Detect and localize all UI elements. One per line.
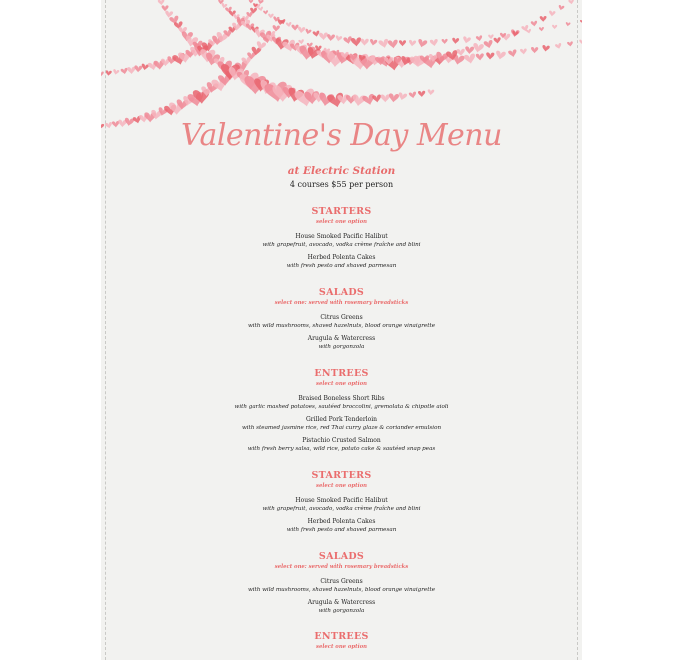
menu-item <box>101 254 582 270</box>
menu-item-name: House Smoked Pacific Halibut <box>295 233 388 240</box>
menu-item-name: Herbed Polenta Cakes <box>307 254 376 261</box>
menu-item-name: Braised Boneless Short Ribs <box>298 395 385 402</box>
menu-item <box>101 518 582 534</box>
section-note: select one option <box>316 644 367 650</box>
menu-item-name: Citrus Greens <box>320 314 363 321</box>
heart-shape <box>263 10 268 15</box>
heart-shape <box>335 35 342 42</box>
menu-item-desc: with wild mushrooms, shaved hazelnuts, blood orange vinaigrette <box>247 323 436 329</box>
menu-item <box>101 497 582 513</box>
price-line: 4 courses $55 per person <box>289 180 394 189</box>
menu-item-desc: with gorgonzola <box>318 344 365 350</box>
heart-shape <box>120 68 128 75</box>
menu-section-starters <box>101 470 582 539</box>
menu-item-desc: with gorgonzola <box>318 608 365 614</box>
heart-shape <box>483 40 493 49</box>
menu-title: Valentine's Day Menu <box>181 118 502 153</box>
heart-shape <box>319 32 328 40</box>
menu-page <box>101 0 582 660</box>
heart-shape <box>369 39 377 46</box>
menu-item-desc: with grapefruit, avocado, vodka crème fraîche and blini <box>262 242 421 248</box>
menu-item-name: Arugula & Watercress <box>307 599 376 606</box>
menu-section-entrees <box>101 368 582 458</box>
heart-shape <box>579 40 582 45</box>
menu-item <box>101 395 582 411</box>
heart-shape <box>399 40 406 46</box>
heart-shape <box>360 39 368 46</box>
heart-shape <box>418 91 426 98</box>
menu-item-desc: with fresh pesto and shaved parmesan <box>286 263 397 269</box>
heart-shape <box>257 0 263 5</box>
menu-item-name: Pistachio Crusted Salmon <box>302 437 381 444</box>
heart-shape <box>388 93 399 103</box>
section-heading: ENTREES <box>314 368 369 379</box>
heart-shape <box>462 36 471 44</box>
menu-item <box>101 599 582 615</box>
menu-subtitle: at Electric Station <box>287 165 396 177</box>
section-note: select one: served with rosemary breadsticks <box>274 300 409 306</box>
heart-shape <box>520 48 527 54</box>
heart-shape <box>539 27 544 32</box>
menu-section-starters <box>101 206 582 275</box>
heart-shape <box>465 46 474 54</box>
heart-shape <box>565 22 570 27</box>
heart-shape <box>388 39 399 48</box>
heart-shape <box>495 50 506 60</box>
heart-shape <box>249 0 254 4</box>
page-border-left <box>105 0 106 660</box>
section-note: select one option <box>316 483 367 489</box>
heart-shape <box>549 11 556 17</box>
menu-section-entrees <box>101 631 582 658</box>
heart-shape <box>508 49 518 58</box>
menu-item <box>101 437 582 453</box>
menu-item-desc: with fresh pesto and shaved parmesan <box>286 527 397 533</box>
heart-shape <box>272 25 280 32</box>
menu-item <box>101 416 582 432</box>
heart-shape <box>372 94 382 103</box>
heart-shape <box>476 53 485 60</box>
section-note: select one option <box>316 219 367 225</box>
menu-section-salads <box>101 287 582 356</box>
menu-item-desc: with steamed jasmine rice, red Thai curry glaze & coriander emulsion <box>241 425 442 431</box>
heart-shape <box>378 39 390 49</box>
page-border-right <box>577 0 578 660</box>
heart-shape <box>258 6 264 11</box>
menu-item-name: Grilled Pork Tenderloin <box>305 416 378 423</box>
menu-item-name: House Smoked Pacific Halibut <box>295 497 388 504</box>
heart-shape <box>134 65 142 72</box>
heart-shape <box>101 71 104 76</box>
section-heading: STARTERS <box>311 206 372 217</box>
heart-shape <box>488 34 494 39</box>
heart-shape <box>486 52 495 59</box>
menu-item <box>101 233 582 249</box>
section-heading: STARTERS <box>311 470 372 481</box>
menu-item-desc: with grapefruit, avocado, vodka crème fraîche and blini <box>262 506 421 512</box>
heart-shape <box>442 39 448 44</box>
heart-shape <box>127 67 136 75</box>
heart-shape <box>464 53 477 64</box>
heart-shape <box>531 47 538 53</box>
menu-item <box>101 335 582 351</box>
menu-item-desc: with garlic mashed potatoes, sautéed broccolini, gremolata & chipotle aioli <box>234 404 449 410</box>
heart-shape <box>542 45 550 52</box>
heart-shape <box>493 37 501 44</box>
menu-item-name: Citrus Greens <box>320 578 363 585</box>
heart-shape <box>286 22 292 27</box>
heart-shape <box>327 34 335 41</box>
heart-shape <box>568 0 574 5</box>
heart-shape <box>552 25 557 29</box>
heart-shape <box>397 92 407 101</box>
section-heading: ENTREES <box>314 631 369 642</box>
heart-shape <box>291 25 298 31</box>
heart-shape <box>409 91 417 98</box>
section-heading: SALADS <box>318 287 365 298</box>
menu-item <box>101 578 582 594</box>
section-note: select one: served with rosemary breadsticks <box>274 564 409 570</box>
heart-shape <box>305 28 312 34</box>
heart-shape <box>158 0 165 5</box>
heart-shape <box>540 16 547 22</box>
heart-shape <box>112 69 119 75</box>
menu-item-name: Herbed Polenta Cakes <box>307 518 376 525</box>
heart-shape <box>297 27 305 34</box>
heart-shape <box>430 39 439 47</box>
heart-shape <box>165 10 174 18</box>
heart-shape <box>558 5 565 11</box>
heart-shape <box>567 41 573 47</box>
menu-item <box>101 314 582 330</box>
menu-item-desc: with fresh berry salsa, wild rice, potato cake & sautéed snap peas <box>247 446 436 452</box>
menu-item-name: Arugula & Watercress <box>307 335 376 342</box>
heart-shape <box>456 49 465 57</box>
heart-shape <box>312 30 320 37</box>
heart-shape <box>161 5 168 11</box>
heart-shape <box>476 35 483 41</box>
heart-shape <box>417 39 428 49</box>
heart-shape <box>555 43 562 50</box>
heart-shape <box>268 14 274 19</box>
heart-shape <box>105 70 112 76</box>
heart-shape <box>531 21 538 27</box>
heart-shape <box>580 19 582 24</box>
section-heading: SALADS <box>318 551 365 562</box>
menu-item-desc: with wild mushrooms, shaved hazelnuts, blood orange vinaigrette <box>247 587 436 593</box>
menu-section-salads <box>101 551 582 620</box>
heart-shape <box>381 94 390 102</box>
heart-shape <box>408 40 416 47</box>
heart-shape <box>351 37 362 47</box>
heart-shape <box>452 38 459 44</box>
section-note: select one option <box>316 381 367 387</box>
heart-shape <box>427 89 434 95</box>
